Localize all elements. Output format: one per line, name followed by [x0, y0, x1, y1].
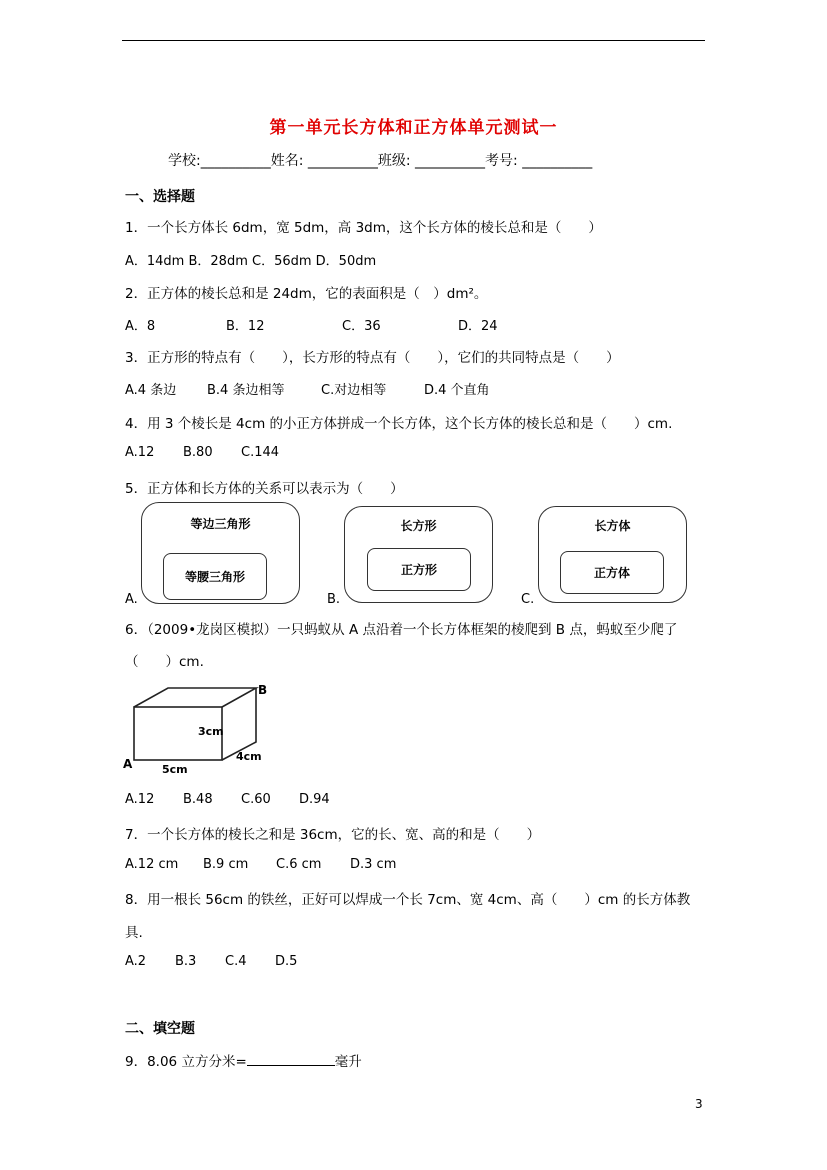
- option: B.3: [175, 954, 197, 969]
- question-8-options: [125, 954, 297, 969]
- diagram-b-letter: B.: [327, 592, 341, 607]
- diagram-a-outer: [141, 502, 300, 604]
- option: B．12: [226, 319, 265, 334]
- option: D.5: [275, 954, 298, 969]
- option: A．8: [125, 319, 156, 334]
- diagram-c-inner: [560, 551, 664, 594]
- depth-label: 4cm: [236, 750, 262, 763]
- option: A.12 cm: [125, 857, 179, 872]
- question-1-options: A．14dm B．28dm C．56dm D．50dm: [125, 254, 377, 269]
- question-1: 1．一个长方体长 6dm，宽 5dm，高 3dm，这个长方体的棱长总和是（ ）: [125, 220, 602, 236]
- student-info-line: 学校:__________姓名: __________班级: __________考号: __________: [168, 153, 593, 169]
- cuboid-figure: [120, 680, 280, 780]
- option: C.60: [241, 792, 271, 807]
- question-7: 7．一个长方体的棱长之和是 36cm，它的长、宽、高的和是（ ）: [125, 827, 541, 843]
- question-8-line1: 8．用一根长 56cm 的铁丝，正好可以焊成一个长 7cm、宽 4cm、高（ ）cm 的长方体教: [125, 892, 691, 908]
- page-number: 3: [695, 1097, 703, 1111]
- length-label: 5cm: [162, 763, 188, 776]
- option: C.144: [241, 445, 280, 460]
- option: B.4 条边相等: [207, 383, 285, 398]
- option: A.4 条边: [125, 383, 177, 398]
- option: C．36: [342, 319, 381, 334]
- diagram-b-outer: [344, 506, 493, 603]
- question-2-options: [125, 315, 498, 334]
- question-3-options: [125, 379, 490, 398]
- question-3: 3．正方形的特点有（ ），长方形的特点有（ ），它们的共同特点是（ ）: [125, 350, 620, 366]
- point-b-label: B: [258, 683, 268, 697]
- option: A.2: [125, 954, 147, 969]
- option: A.12: [125, 445, 155, 460]
- question-9-suffix: 毫升: [334, 1054, 362, 1070]
- question-4: 4．用 3 个棱长是 4cm 的小正方体拼成一个长方体，这个长方体的棱长总和是（ ）cm.: [125, 416, 673, 432]
- diagram-b-outer-label: 长方形: [400, 519, 437, 533]
- diagram-a-inner: [163, 553, 267, 600]
- page-title: 第一单元长方体和正方体单元测试一: [269, 118, 558, 138]
- diagram-a-outer-label: 等边三角形: [190, 517, 251, 531]
- question-8-line2: 具.: [125, 925, 143, 941]
- diagram-a-inner-label: 等腰三角形: [184, 570, 245, 584]
- answer-blank: [247, 1051, 335, 1066]
- diagram-c-letter: C.: [521, 592, 535, 607]
- option: D.94: [299, 792, 330, 807]
- question-4-options: [125, 445, 279, 460]
- question-6-line1: 6．（2009•龙岗区模拟）一只蚂蚁从 A 点沿着一个长方体框架的棱爬到 B 点，蚂蚁至少爬了: [125, 622, 678, 638]
- option: A.12: [125, 792, 155, 807]
- question-9: [125, 1050, 362, 1070]
- diagram-a-letter: A.: [125, 592, 138, 607]
- option: D．24: [458, 319, 498, 334]
- point-a-label: A: [123, 757, 133, 771]
- question-6-line2: （ ）cm.: [125, 654, 204, 670]
- diagram-b-inner-label: 正方形: [400, 563, 437, 577]
- question-6-options: [125, 792, 330, 807]
- section-fill-heading: 二、填空题: [125, 1021, 195, 1037]
- diagram-b-inner: [367, 548, 471, 591]
- cuboid-top-face: [134, 688, 256, 707]
- option: C.6 cm: [276, 857, 322, 872]
- section-choice-heading: 一、选择题: [125, 189, 195, 205]
- diagram-c-inner-label: 正方体: [593, 566, 630, 580]
- option: D.4 个直角: [424, 383, 490, 398]
- diagram-c-outer-label: 长方体: [594, 519, 631, 533]
- option: C.4: [225, 954, 247, 969]
- option: C.对边相等: [321, 383, 387, 398]
- height-label: 3cm: [198, 725, 224, 738]
- option: B.9 cm: [203, 857, 249, 872]
- header-rule: [122, 40, 705, 41]
- question-9-prefix: 9．8.06 立方分米=: [125, 1054, 247, 1070]
- option: D.3 cm: [350, 857, 397, 872]
- question-2: 2．正方体的棱长总和是 24dm，它的表面积是（ ）dm²。: [125, 286, 488, 302]
- question-5: 5．正方体和长方体的关系可以表示为（ ）: [125, 481, 404, 497]
- option: B.80: [183, 445, 213, 460]
- question-7-options: [125, 857, 396, 872]
- option: B.48: [183, 792, 213, 807]
- diagram-c-outer: [538, 506, 687, 603]
